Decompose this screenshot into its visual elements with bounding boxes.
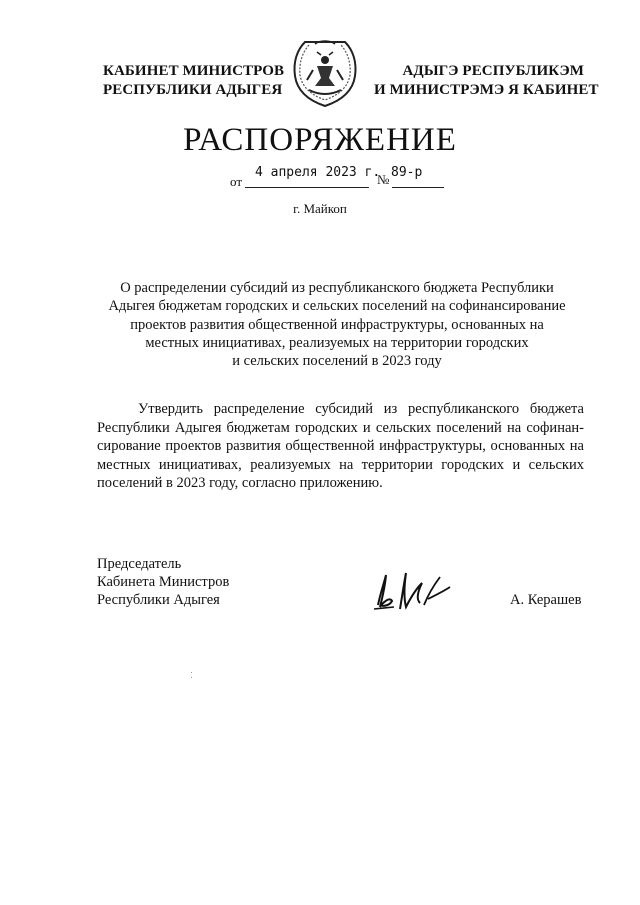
- date-prefix: от: [230, 174, 243, 189]
- number-underline: [392, 187, 444, 188]
- position-line: Председатель: [97, 556, 182, 572]
- issuer-line-1: КАБИНЕТ МИНИСТРОВ: [103, 63, 285, 79]
- document-date: 4 апреля 2023 г.: [255, 165, 381, 180]
- number-prefix: №: [377, 172, 390, 187]
- issuer-name-adyghe: [374, 62, 599, 100]
- document-subject: [95, 279, 579, 370]
- issuer-name-russian: [103, 62, 284, 100]
- issue-city: г. Майкоп: [293, 201, 347, 216]
- issuer-line-2-adyghe: И МИНИСТРЭМЭ Я КАБИНЕТ: [374, 82, 599, 98]
- scan-speck: [191, 677, 192, 678]
- adygea-coat-of-arms-icon: [287, 36, 363, 112]
- document-type-title: РАСПОРЯЖЕНИЕ: [183, 122, 457, 158]
- subject-line: Адыгея бюджетам городских и сельских поселений на софинансирование: [108, 298, 566, 315]
- document-number: 89-р: [391, 165, 423, 180]
- issuer-line-1-adyghe: АДЫГЭ РЕСПУБЛИКЭМ: [402, 63, 584, 79]
- issuer-line-2: РЕСПУБЛИКИ АДЫГЕЯ: [103, 82, 283, 98]
- position-line: Республики Адыгея: [97, 592, 220, 609]
- body-paragraph: Утвердить распределение субсидий из республиканского бюджета Республики Адыгея бюджетам городских и сельских поселений на софинансирование проектов развития общественной инфраструктуры, основанных на местных инициативах, реализуемых на территории городских и сельских поселений в 2023 году, согласно приложению.: [97, 401, 584, 492]
- signatory-name: А. Керашев: [510, 592, 582, 608]
- handwritten-signature-icon: [368, 565, 468, 617]
- position-line: Кабинета Министров: [97, 574, 230, 591]
- subject-line: местных инициативах, реализуемых на территории городских: [145, 334, 529, 351]
- scan-speck: [191, 672, 192, 673]
- subject-line: проектов развития общественной инфраструктуры, основанных на: [130, 316, 544, 333]
- subject-line: и сельских поселений в 2023 году: [232, 353, 442, 370]
- subject-line: О распределении субсидий из республиканского бюджета Республики: [120, 280, 554, 296]
- date-underline: [245, 187, 369, 188]
- signatory-position: [97, 555, 229, 610]
